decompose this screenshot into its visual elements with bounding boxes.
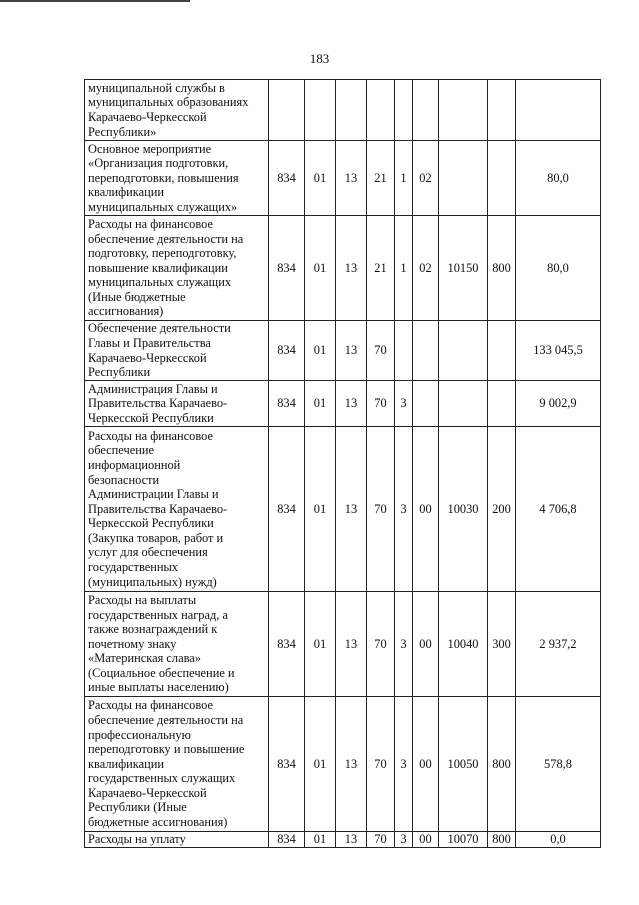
cell-direction: 10050: [439, 697, 488, 832]
cell-expense-type: [488, 381, 516, 427]
cell-program: 70: [367, 321, 395, 381]
row-name: Расходы на выплаты государственных наград, а также вознаграждений к почетному знаку «Материнская слава» (Социальное обеспечение и иные выплаты населению): [85, 592, 269, 697]
table-row: [85, 216, 601, 321]
cell-amount: 4 706,8: [516, 427, 601, 592]
cell-event: 02: [413, 141, 439, 216]
cell-direction: [439, 141, 488, 216]
cell-event: [413, 80, 439, 141]
cell-program: 70: [367, 592, 395, 697]
row-name: Расходы на финансовое обеспечение информационной безопасности Администрации Главы и Правительства Карачаево- Черкесской Республики (Закупка товаров, работ и услуг для обеспечения государственных (муниципальных) нужд): [85, 427, 269, 592]
cell-subsection: 13: [336, 697, 367, 832]
page-number: 183: [309, 51, 330, 66]
cell-direction: [439, 80, 488, 141]
cell-expense-type: 800: [488, 697, 516, 832]
cell-event: 00: [413, 697, 439, 832]
table-row: [85, 321, 601, 381]
cell-direction: 10070: [439, 832, 488, 848]
cell-direction: [439, 321, 488, 381]
cell-expense-type: [488, 141, 516, 216]
cell-program: 70: [367, 697, 395, 832]
cell-program: 70: [367, 427, 395, 592]
cell-code: 834: [269, 321, 305, 381]
cell-section: 01: [305, 427, 336, 592]
cell-program: [367, 80, 395, 141]
cell-subprogram: 3: [395, 381, 413, 427]
cell-subsection: 13: [336, 832, 367, 848]
cell-subprogram: 1: [395, 141, 413, 216]
cell-subsection: 13: [336, 381, 367, 427]
cell-event: 00: [413, 427, 439, 592]
cell-subsection: 13: [336, 141, 367, 216]
cell-section: 01: [305, 321, 336, 381]
cell-expense-type: [488, 321, 516, 381]
table-row: [85, 832, 601, 848]
cell-code: 834: [269, 427, 305, 592]
cell-direction: 10030: [439, 427, 488, 592]
table-row: [85, 80, 601, 141]
row-name: Расходы на уплату: [85, 832, 269, 848]
cell-amount: 133 045,5: [516, 321, 601, 381]
budget-table: [84, 79, 601, 848]
table-row: [85, 697, 601, 832]
cell-expense-type: 300: [488, 592, 516, 697]
cell-section: 01: [305, 216, 336, 321]
cell-section: 01: [305, 697, 336, 832]
table-row: [85, 592, 601, 697]
cell-expense-type: 200: [488, 427, 516, 592]
cell-code: 834: [269, 832, 305, 848]
cell-program: 21: [367, 216, 395, 321]
cell-subsection: 13: [336, 321, 367, 381]
cell-amount: 578,8: [516, 697, 601, 832]
cell-amount: 80,0: [516, 141, 601, 216]
cell-expense-type: [488, 80, 516, 141]
cell-section: 01: [305, 381, 336, 427]
cell-amount: [516, 80, 601, 141]
cell-code: [269, 80, 305, 141]
cell-code: 834: [269, 381, 305, 427]
cell-direction: [439, 381, 488, 427]
cell-code: 834: [269, 141, 305, 216]
row-name: Администрация Главы и Правительства Карачаево- Черкесской Республики: [85, 381, 269, 427]
cell-program: 70: [367, 832, 395, 848]
cell-subprogram: [395, 321, 413, 381]
cell-code: 834: [269, 697, 305, 832]
cell-amount: 80,0: [516, 216, 601, 321]
table-row: [85, 141, 601, 216]
cell-section: 01: [305, 832, 336, 848]
cell-subsection: 13: [336, 427, 367, 592]
row-name: Обеспечение деятельности Главы и Правительства Карачаево-Черкесской Республики: [85, 321, 269, 381]
row-name: Основное мероприятие «Организация подготовки, переподготовки, повышения квалификации муниципальных служащих»: [85, 141, 269, 216]
cell-event: 00: [413, 592, 439, 697]
cell-event: [413, 381, 439, 427]
cell-code: 834: [269, 216, 305, 321]
cell-subsection: 13: [336, 592, 367, 697]
cell-subprogram: 3: [395, 697, 413, 832]
cell-direction: 10150: [439, 216, 488, 321]
row-name: Расходы на финансовое обеспечение деятельности на подготовку, переподготовку, повышение квалификации муниципальных служащих (Иные бюджетные ассигнования): [85, 216, 269, 321]
cell-subprogram: 3: [395, 592, 413, 697]
cell-subsection: 13: [336, 216, 367, 321]
cell-amount: 9 002,9: [516, 381, 601, 427]
cell-program: 21: [367, 141, 395, 216]
cell-program: 70: [367, 381, 395, 427]
cell-subprogram: [395, 80, 413, 141]
cell-code: 834: [269, 592, 305, 697]
cell-event: 02: [413, 216, 439, 321]
row-name: Расходы на финансовое обеспечение деятельности на профессиональную переподготовку и повышение квалификации государственных служащих Карачаево-Черкесской Республики (Иные бюджетные ассигнования): [85, 697, 269, 832]
cell-section: 01: [305, 141, 336, 216]
table-row: [85, 427, 601, 592]
cell-section: 01: [305, 592, 336, 697]
cell-event: 00: [413, 832, 439, 848]
cell-expense-type: 800: [488, 832, 516, 848]
cell-direction: 10040: [439, 592, 488, 697]
cell-section: [305, 80, 336, 141]
table-row: [85, 381, 601, 427]
cell-subprogram: 3: [395, 832, 413, 848]
cell-event: [413, 321, 439, 381]
cell-subsection: [336, 80, 367, 141]
header-rule: [0, 0, 190, 2]
cell-amount: 2 937,2: [516, 592, 601, 697]
row-name: муниципальной службы в муниципальных образованиях Карачаево-Черкесской Республики»: [85, 80, 269, 141]
cell-subprogram: 3: [395, 427, 413, 592]
cell-amount: 0,0: [516, 832, 601, 848]
cell-subprogram: 1: [395, 216, 413, 321]
cell-expense-type: 800: [488, 216, 516, 321]
